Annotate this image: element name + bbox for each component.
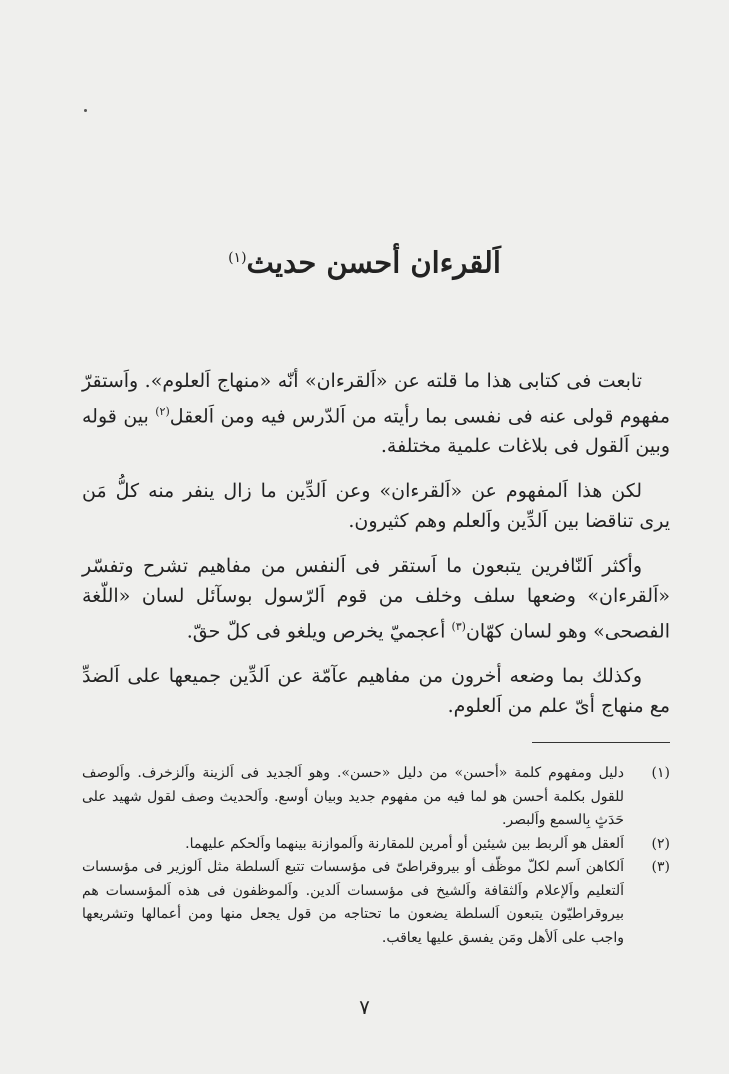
title-footnote-marker: (١) xyxy=(228,250,247,266)
footnote xyxy=(82,833,670,857)
paragraph-text: أعجميّ يخرص ويلغو فى كلّ حقّ. xyxy=(186,620,452,643)
footnote-marker: (٣) xyxy=(451,619,466,633)
footnote-number: (٣) xyxy=(651,859,670,875)
footnote-number: (٢) xyxy=(651,835,670,852)
title-text: اَلقرءان أحسن حديث xyxy=(246,245,501,280)
footnote-number: (١) xyxy=(651,765,670,781)
page-number: ٧ xyxy=(359,995,370,1019)
paragraph xyxy=(82,661,670,722)
paragraph xyxy=(82,551,670,647)
footnote xyxy=(82,856,670,950)
paragraph-text: لكن هذا اَلمفهوم عن «اَلقرءان» وعن اَلدِّين ما زال ينفر منه كلُّ مَن يرى تناقضا بين اَلدِّين واَلعلم وهم كثيرون. xyxy=(82,479,670,533)
footnote-text: اَلعقل هو اَلربط بين شيئين أو أمرين للمقارنة واَلموازنة بينهما واَلحكم عليهما. xyxy=(185,835,624,852)
paragraph-text: وكذلك بما وضعه أخرون من مفاهيم عآمّة عن اَلدِّين جميعها على اَلضدِّ مع منهاج أىّ علم من اَلعلوم. xyxy=(82,664,670,718)
paragraph xyxy=(82,366,670,462)
footnote-text: اَلكاهن اَسم لكلّ موظّف أو بيروقراطىّ فى مؤسسات تتبع اَلسلطة مثل اَلوزير فى مؤسسات اَلتعليم واَلإعلام واَلثقافة واَلشيخ فى مؤسسات اَلدين. واَلموظفون فى هذه اَلمؤسسات هم بيروقراطيّون يتبعون اَلسلطة يضعون ما تحتاجه من قول يجعل منها ومن أعمالها وتشريعها واجب على اَلأهل ومَن يفسق عليها يعاقب. xyxy=(82,859,624,946)
print-speck xyxy=(84,109,87,112)
chapter-title xyxy=(0,238,729,283)
footnotes xyxy=(82,762,670,950)
footnote xyxy=(82,762,670,833)
paragraph-text: تابعت فى كتابى هذا ما قلته عن «اَلقرءان» أنّه «منهاج اَلعلوم». واَستقرّ مفهوم قولى عنه فى نفسى بما رأيته من اَلدّرس فيه ومن اَلعقل xyxy=(82,370,670,427)
body-text xyxy=(82,366,670,736)
footnote-marker: (٢) xyxy=(155,404,170,418)
paragraph-text: بين قوله وبين اَلقول فى بلاغات علمية مختلفة. xyxy=(82,404,670,458)
footnote-separator xyxy=(532,742,670,743)
footnote-text: دليل ومفهوم كلمة «أحسن» من دليل «حسن». وهو اَلجديد فى اَلزينة واَلزخرف. واَلوصف للقول بكلمة أحسن هو لما فيه من مفهوم جديد وبيان أوسع. واَلحديث وصف لقول شهيد على حَدَثٍ بِالسمع واَلبصر. xyxy=(82,765,624,828)
paragraph-text: وأكثر اَلنّافرين يتبعون ما اَستقر فى اَلنفس من مفاهيم تشرح وتفسّر «اَلقرءان» وضعها سلف وخلف من قوم اَلرّسول بوسآئل لسان «اللّغة الفصحى» وهو لسان كهّان xyxy=(82,554,670,643)
paragraph xyxy=(82,476,670,537)
